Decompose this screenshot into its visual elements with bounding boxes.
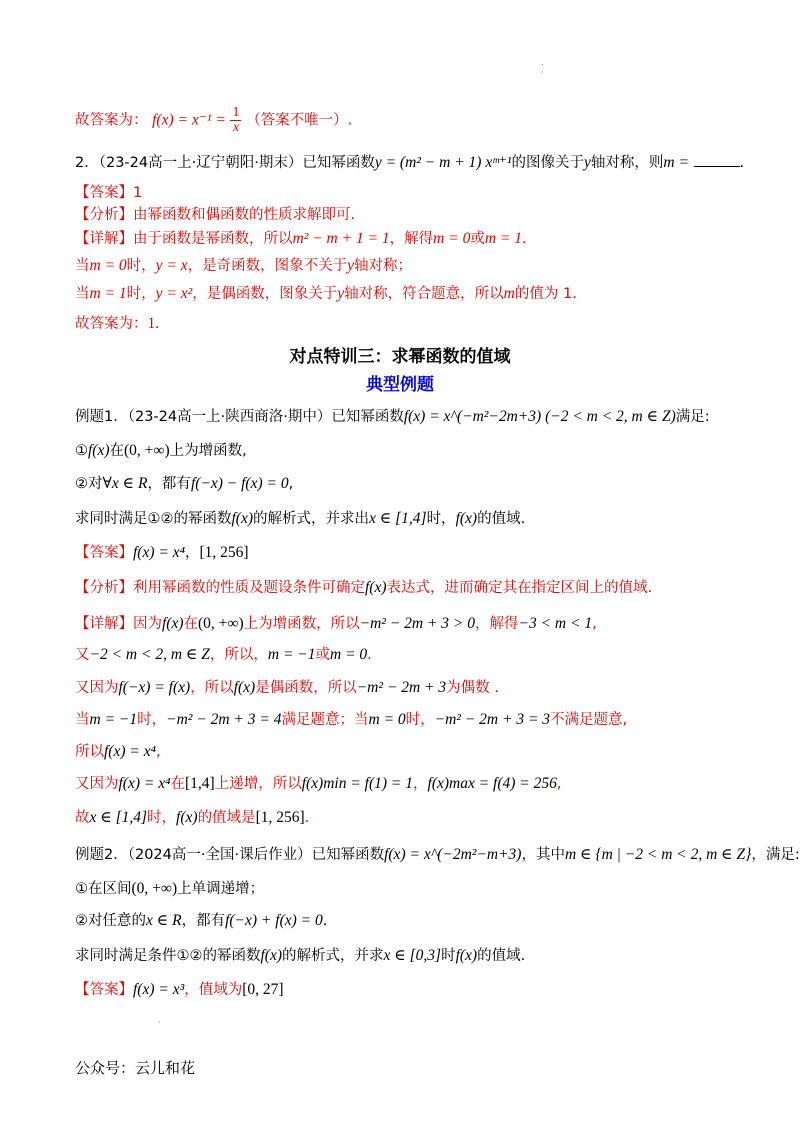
ex1-condition-2: ②对∀x ∈ R，都有f(−x) − f(x) = 0, <box>75 475 294 492</box>
ex1-condition-1: ①f(x)在(0, +∞)上为增函数, <box>75 442 247 459</box>
ex1-detail-2: 又−2 < m < 2, m ∈ Z，所以，m = −1或m = 0. <box>75 646 372 663</box>
section-subtitle: 典型例题 <box>366 375 434 395</box>
footer: 公众号：云儿和花 <box>75 1059 196 1077</box>
q2-case-2: 当m = 1时，y = x²，是偶函数，图象关于y轴对称，符合题意，所以m的值为 1. <box>75 285 577 302</box>
ex2-condition-1: ①在区间(0, +∞)上单调递增； <box>75 880 265 897</box>
ex2-condition-2: ②对任意的x ∈ R，都有f(−x) + f(x) = 0. <box>75 912 328 929</box>
page-mark: · <box>158 1018 161 1027</box>
ex1-detail-7: 故x ∈ [1,4]时，f(x)的值域是[1, 256]. <box>75 809 310 826</box>
section-title: 对点特训三：求幂函数的值域 <box>289 347 511 367</box>
q2-final: 故答案为：1. <box>75 315 160 332</box>
ex2-heading: 例题2．（2024高一·全国·课后作业）已知幂函数f(x) = x^(−2m²−m+3)，其中m ∈ {m | −2 < m < 2, m ∈ Z}，满足: <box>75 846 800 863</box>
ex1-detail-6: 又因为f(x) = x⁴在[1,4]上递增，所以f(x)min = f(1) = 1，f(x)max = f(4) = 256, <box>75 775 562 792</box>
q2-analysis: 【分析】由幂函数和偶函数的性质求解即可. <box>75 207 356 223</box>
ex1-detail-3: 又因为f(−x) = f(x)，所以f(x)是偶函数，所以−m² − 2m + 3为偶数 . <box>75 679 499 696</box>
page-mark: . <box>541 58 544 67</box>
q2-answer: 【答案】1 <box>75 185 143 201</box>
q2-detail: 【详解】由于函数是幂函数，所以m² − m + 1 = 1，解得m = 0或m = 1. <box>75 230 527 247</box>
answer-blank <box>694 152 740 167</box>
prev-answer-line: 故答案为： f(x) = x⁻¹ = $\frac{1}{x}$ （答案不唯一）. <box>75 105 353 135</box>
ex2-question: 求同时满足条件①②的幂函数f(x)的解析式，并求x ∈ [0,3]时f(x)的值域. <box>75 947 526 964</box>
ex2-answer: 【答案】f(x) = x³，值域为[0, 27] <box>75 981 284 998</box>
ex1-detail-1: 【详解】因为f(x)在(0, +∞)上为增函数，所以−m² − 2m + 3 > 0，解得−3 < m < 1, <box>75 615 597 632</box>
q2-case-1: 当m = 0时，y = x，是奇函数，图象不关于y轴对称； <box>75 257 413 274</box>
ex1-detail-4: 当m = −1时，−m² − 2m + 3 = 4满足题意；当m = 0时，−m² − 2m + 3 = 3不满足题意, <box>75 711 628 728</box>
ex1-question: 求同时满足①②的幂函数f(x)的解析式，并求出x ∈ [1,4]时，f(x)的值域. <box>75 510 526 527</box>
ex1-detail-5: 所以f(x) = x⁴, <box>75 743 161 760</box>
ex1-heading: 例题1．（23-24高一上·陕西商洛·期中）已知幂函数f(x) = x^(−m²−2m+3) (−2 < m < 2, m ∈ Z)满足: <box>75 408 710 425</box>
ex1-answer: 【答案】f(x) = x⁴，[1, 256] <box>75 544 249 561</box>
page-mark: · <box>541 68 544 77</box>
ex1-analysis: 【分析】利用幂函数的性质及题设条件可确定f(x)表达式，进而确定其在指定区间上的值域. <box>75 579 653 596</box>
question-2: 2．（23-24高一上·辽宁朝阳·期末）已知幂函数y = (m² − m + 1) xᵐ⁺¹的图像关于y轴对称，则m = . <box>75 154 745 171</box>
